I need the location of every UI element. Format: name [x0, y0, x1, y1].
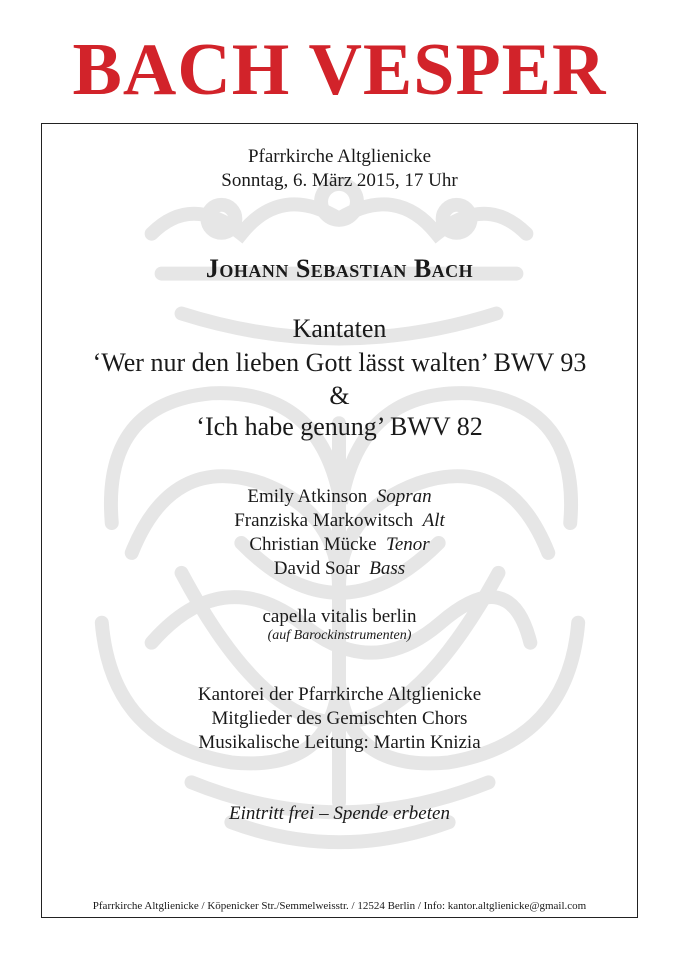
performer-name: Christian Mücke — [249, 534, 377, 555]
performer-voice: Bass — [369, 558, 406, 579]
performer-voice: Alt — [422, 510, 445, 531]
works-ampersand: & — [329, 381, 350, 410]
performer-line — [42, 509, 637, 533]
choir-line-3: Musikalische Leitung: Martin Knizia — [198, 732, 481, 753]
event-date: Sonntag, 6. März 2015, 17 Uhr — [221, 170, 458, 191]
choir-line-2: Mitglieder des Gemischten Chors — [211, 708, 468, 729]
ensemble-note: (auf Barockinstrumenten) — [267, 628, 412, 643]
footer-info: Pfarrkirche Altglienicke / Köpenicker Str./Semmelweisstr. / 12524 Berlin / Info: kantor.altglienicke@gmail.com — [92, 900, 587, 912]
ensemble-name: capella vitalis berlin — [262, 606, 417, 627]
performer-name: Emily Atkinson — [247, 486, 368, 507]
composer-name: Johann Sebastian Bach — [205, 254, 474, 283]
performer-line — [42, 533, 637, 557]
poster-title: BACH VESPER — [72, 29, 607, 111]
performer-name: David Soar — [273, 558, 360, 579]
performer-line — [42, 557, 637, 581]
works-heading: Kantaten — [292, 314, 387, 343]
performer-line — [42, 485, 637, 509]
performer-voice: Sopran — [376, 486, 432, 507]
venue-name: Pfarrkirche Altglienicke — [247, 146, 432, 167]
admission-note: Eintritt frei – Spende erbeten — [229, 803, 450, 824]
performer-voice: Tenor — [386, 534, 430, 555]
performer-name: Franziska Markowitsch — [234, 510, 414, 531]
poster-frame — [41, 123, 638, 918]
work-title-2: ‘Ich habe genung’ BWV 82 — [196, 412, 483, 441]
choir-line-1: Kantorei der Pfarrkirche Altglienicke — [197, 684, 482, 705]
work-title-1: ‘Wer nur den lieben Gott lässt walten’ BWV 93 — [92, 348, 587, 377]
